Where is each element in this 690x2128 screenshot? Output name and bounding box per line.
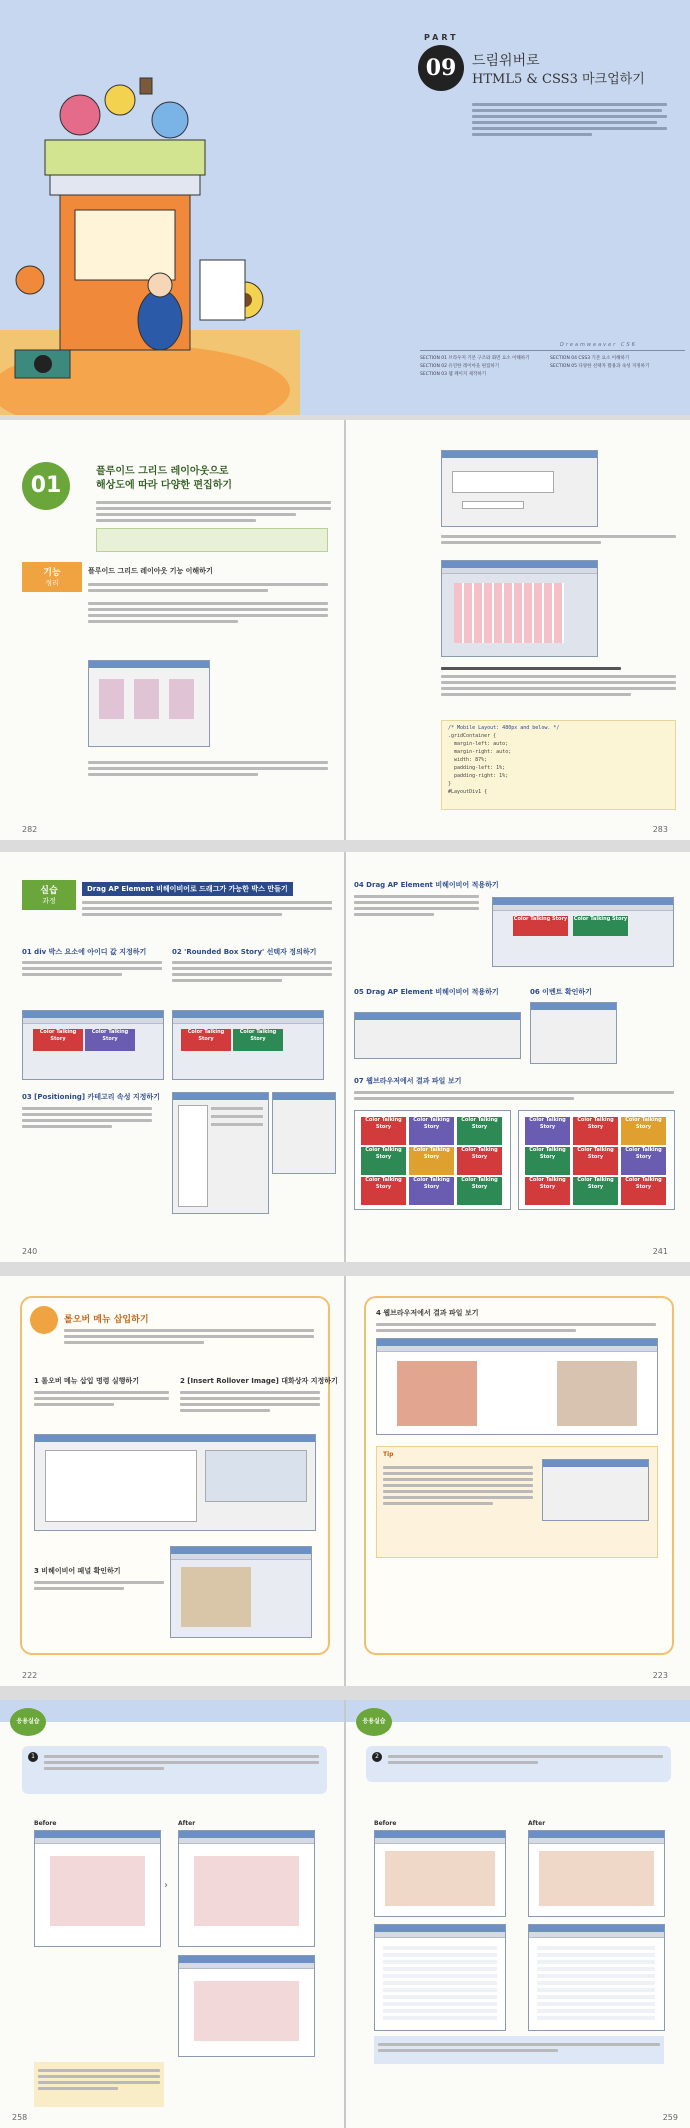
page-right-283 [346, 420, 690, 840]
step-3-body [34, 1578, 164, 1593]
screenshot-after-2 [178, 1955, 315, 2057]
tip-dialog [542, 1459, 649, 1521]
step-2: 2 [Insert Rollover Image] 대화상자 지정하기 [180, 1377, 338, 1385]
practice-label-1: 실습 [40, 886, 58, 896]
practice-label-1: 기능 [43, 568, 61, 578]
step-01-body [22, 958, 162, 979]
rollover-title: 롤오버 메뉴 삽입하기 [64, 1315, 149, 1325]
grid-label: Color Talking Story [577, 1117, 614, 1130]
step-03-body [22, 1104, 152, 1131]
practice-body [88, 580, 328, 626]
code-line-0: .gridContainer { [448, 733, 497, 739]
screenshot-dialog [441, 450, 598, 527]
folio-left: 222 [22, 1671, 38, 1680]
header-band [0, 1700, 344, 1722]
code-line-2: margin-right: auto; [448, 749, 512, 755]
chapter-number: 09 [425, 55, 457, 81]
chapter-title-line1: 드림위버로 [472, 53, 540, 69]
grid-label: Color Talking Story [413, 1177, 450, 1190]
practice-label-2: 정리 [45, 579, 59, 587]
section-title-line2: 해상도에 따라 다양한 편집하기 [96, 480, 233, 491]
screenshot-behaviors-panel [170, 1546, 312, 1638]
practice-title: 플루이드 그리드 레이아웃 기능 이해하기 [88, 567, 213, 575]
cafe-illustration [0, 0, 300, 415]
title-badge [30, 1306, 58, 1334]
tip-label: Tip [383, 1451, 394, 1458]
practice-body-2 [88, 758, 328, 779]
grid-label: Color Talking Story [529, 1147, 566, 1160]
step-1-box [22, 1746, 327, 1794]
code-line-5: padding-right: 1%; [448, 773, 509, 779]
chapter-title-line2: HTML5 & CSS3 마크업하기 [472, 72, 645, 87]
spread-applied-practice [0, 1700, 690, 2128]
page-right-259 [346, 1700, 690, 2128]
section-item-04: SECTION 04 CSS3 기본 요소 이해하기 [550, 356, 630, 361]
screenshot-css-rule-dialog [172, 1092, 269, 1214]
screenshot-result-before [354, 1110, 511, 1210]
grid-label: Color Talking Story [461, 1147, 498, 1160]
practice-label-2: 과정 [42, 897, 56, 905]
grid-label: Color Talking Story [39, 1029, 77, 1042]
step-2-box [366, 1746, 671, 1782]
code-line-1: margin-left: auto; [448, 741, 509, 747]
page-left-282 [0, 420, 344, 840]
grid-label: Color Talking Story [413, 1147, 450, 1160]
before-label: Before [34, 1820, 57, 1827]
code-title: /* Mobile Layout: 480px and below. */ [448, 725, 560, 731]
screenshot-after-1 [178, 1830, 315, 1947]
right-body-1 [441, 532, 676, 547]
grid-label: Color Talking Story [187, 1029, 225, 1042]
spread-rollover [0, 1276, 690, 1686]
folio-left: 258 [12, 2113, 28, 2122]
section-list [420, 350, 685, 379]
step-1-number: 1 [28, 1752, 38, 1762]
grid-label: Color Talking Story [365, 1177, 402, 1190]
grid-label: Color Talking Story [529, 1117, 566, 1130]
right-body-2 [441, 672, 676, 699]
screenshot-step-06 [530, 1002, 617, 1064]
after-label: After [528, 1820, 546, 1827]
screenshot-result-after [518, 1110, 675, 1210]
folio-right: 259 [662, 2113, 678, 2122]
step-06: 06 이벤트 확인하기 [530, 988, 592, 996]
page-right-223 [346, 1276, 690, 1686]
rollover-intro [64, 1326, 314, 1347]
folio-right: 283 [652, 825, 668, 834]
screenshot-step-02 [172, 1010, 324, 1080]
step-1: 1 롤오버 메뉴 삽입 명령 실행하기 [34, 1377, 139, 1385]
note-box [34, 2062, 164, 2107]
part-label: PART [424, 33, 459, 42]
step-02: 02 'Rounded Box Story' 선택자 정의하기 [172, 948, 317, 956]
chapter-number-badge [418, 45, 464, 91]
screenshot-browser-result [376, 1338, 658, 1435]
screenshot-step-05 [354, 1012, 521, 1059]
code-line-6: } [448, 781, 452, 787]
screenshot-code-2 [528, 1924, 665, 2031]
grid-label: Color Talking Story [461, 1177, 498, 1190]
grid-label: Color Talking Story [573, 916, 628, 922]
grid-label: Color Talking Story [625, 1177, 662, 1190]
screenshot-after-3 [528, 1830, 665, 1917]
dreamweaver-label: Dreamweaver CS6 [560, 342, 637, 348]
code-line-4: padding-left: 1%; [448, 765, 506, 771]
screenshot-step-04 [492, 897, 674, 967]
page-left-258 [0, 1700, 344, 2128]
section-item-05: SECTION 05 다양한 선택자 활용과 속성 지정하기 [550, 364, 650, 369]
practice-title: Drag AP Element 비헤이비어로 드래그가 가능한 박스 만들기 [82, 882, 293, 896]
screenshot-grid-layout [441, 560, 598, 657]
screenshot-properties [272, 1092, 336, 1174]
step-04-body [354, 892, 479, 919]
step-3: 3 비헤이비어 패널 확인하기 [34, 1567, 121, 1575]
after-label: After [178, 1820, 196, 1827]
step-2-body [180, 1388, 320, 1415]
grid-label: Color Talking Story [461, 1117, 498, 1130]
step-07-body [354, 1088, 674, 1103]
grid-label: Color Talking Story [577, 1177, 614, 1190]
step-4: 4 웹브라우저에서 결과 파일 보기 [376, 1309, 479, 1317]
section-item-01: SECTION 01 브라우저 기본 구조와 화면 요소 이해하기 [420, 356, 530, 361]
spread-drag-ap [0, 852, 690, 1262]
tip-box [376, 1446, 658, 1558]
grid-label: Color Talking Story [239, 1029, 277, 1042]
chapter-intro-text [472, 100, 672, 139]
grid-label: Color Talking Story [413, 1117, 450, 1130]
section-title-line1: 플루이드 그리드 레이아웃으로 [96, 466, 229, 477]
step-2-number: 2 [372, 1752, 382, 1762]
step-04: 04 Drag AP Element 비헤이비어 적용하기 [354, 881, 499, 889]
step-01: 01 div 박스 요소에 아이디 값 지정하기 [22, 948, 147, 956]
section-intro [96, 498, 331, 525]
grid-label: Color Talking Story [91, 1029, 129, 1042]
screenshot-fluid-grid-dialog [88, 660, 210, 747]
chapter-opener-sheet [0, 0, 690, 415]
section-badge [22, 462, 70, 510]
applied-badge: 응용실습 [356, 1708, 392, 1736]
screenshot-before-2 [374, 1830, 506, 1917]
header-band [346, 1700, 690, 1722]
page-left-240 [0, 852, 344, 1262]
grid-label: Color Talking Story [625, 1117, 662, 1130]
folio-left: 282 [22, 825, 38, 834]
code-box [441, 720, 676, 810]
step-1-body [34, 1388, 169, 1409]
code-line-7: #LayoutDiv1 { [448, 789, 488, 795]
grid-label: Color Talking Story [365, 1117, 402, 1130]
practice-tag [22, 880, 76, 910]
grid-label: Color Talking Story [365, 1147, 402, 1160]
page-left-222 [0, 1276, 344, 1686]
section-number: 01 [30, 473, 62, 498]
step-4-body [376, 1320, 656, 1335]
grid-label: Color Talking Story [577, 1147, 614, 1160]
page-right-241 [346, 852, 690, 1262]
arrow-icon: › [164, 1880, 168, 1891]
folio-right: 223 [652, 1671, 668, 1680]
grid-label: Color Talking Story [529, 1177, 566, 1190]
folio-left: 240 [22, 1247, 38, 1256]
screenshot-before [34, 1830, 161, 1947]
screenshot-insert-rollover [34, 1434, 316, 1531]
spread-section-01 [0, 420, 690, 840]
practice-tag [22, 562, 82, 592]
section-item-02: SECTION 02 유연한 레이아웃 편집하기 [420, 364, 500, 369]
code-line-3: width: 87%; [448, 757, 488, 763]
screenshot-code-1 [374, 1924, 506, 2031]
screenshot-step-01 [22, 1010, 164, 1080]
step-03: 03 [Positioning] 카테고리 속성 지정하기 [22, 1093, 160, 1101]
section-item-03: SECTION 03 웹 페이지 제작하기 [420, 372, 487, 377]
before-label: Before [374, 1820, 397, 1827]
practice-intro [82, 898, 332, 919]
step-02-body [172, 958, 332, 985]
file-info-box [96, 528, 328, 552]
caption-box [374, 2036, 664, 2064]
folio-right: 241 [652, 1247, 668, 1256]
applied-badge: 응용실습 [10, 1708, 46, 1736]
step-07: 07 웹브라우저에서 결과 파일 보기 [354, 1077, 462, 1085]
grid-label: Color Talking Story [513, 916, 568, 922]
grid-label: Color Talking Story [625, 1147, 662, 1160]
step-05: 05 Drag AP Element 비헤이비어 적용하기 [354, 988, 499, 996]
